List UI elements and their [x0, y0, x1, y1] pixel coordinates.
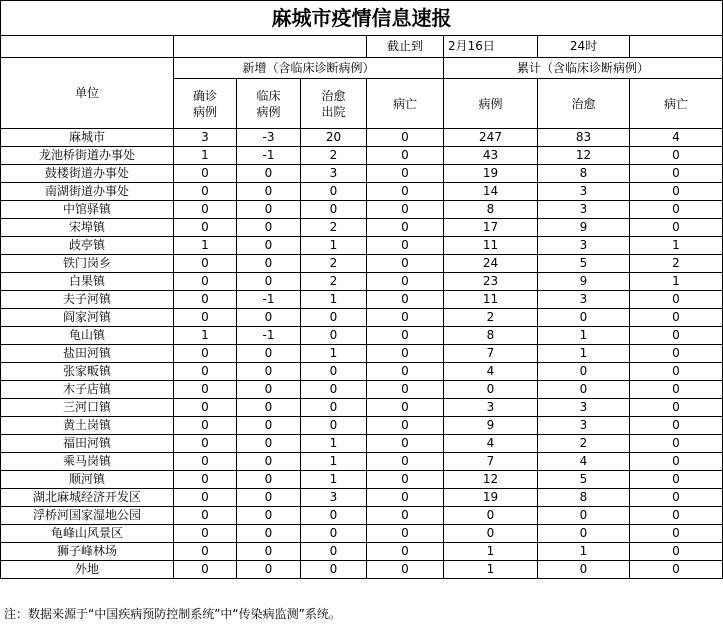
page-title: 麻城市疫情信息速报 [1, 1, 723, 36]
header-new-cured: 治愈 出院 [301, 79, 367, 129]
data-cell: 0 [367, 165, 444, 183]
data-cell: 17 [444, 219, 538, 237]
data-cell: 7 [444, 345, 538, 363]
unit-name: 湖北麻城经济开发区 [1, 489, 174, 507]
data-cell: 0 [174, 399, 237, 417]
data-cell: 0 [174, 453, 237, 471]
unit-name: 阎家河镇 [1, 309, 174, 327]
data-cell: -1 [237, 147, 301, 165]
data-cell: 0 [367, 453, 444, 471]
unit-name: 南湖街道办事处 [1, 183, 174, 201]
unit-name: 龟峰山风景区 [1, 525, 174, 543]
data-cell: -3 [237, 129, 301, 147]
data-cell: 83 [538, 129, 630, 147]
data-cell: 0 [237, 273, 301, 291]
header-cum-group: 累计（含临床诊断病例） [444, 58, 723, 79]
data-cell: 4 [630, 129, 723, 147]
data-cell: 0 [237, 363, 301, 381]
data-cell: 0 [237, 561, 301, 579]
data-cell: 0 [237, 309, 301, 327]
data-cell: 0 [301, 543, 367, 561]
table-row [1, 291, 723, 309]
table-row [1, 435, 723, 453]
data-cell: 1 [301, 435, 367, 453]
data-cell: 0 [174, 471, 237, 489]
data-cell: 0 [367, 561, 444, 579]
data-cell: 0 [630, 435, 723, 453]
unit-name: 龟山镇 [1, 327, 174, 345]
data-cell: 3 [301, 165, 367, 183]
blank-cell [174, 36, 367, 58]
data-cell: 1 [444, 561, 538, 579]
table-row [1, 507, 723, 525]
data-cell: 0 [630, 507, 723, 525]
table-row [1, 309, 723, 327]
table-row [1, 561, 723, 579]
data-cell: 3 [538, 201, 630, 219]
table-row [1, 345, 723, 363]
unit-name: 外地 [1, 561, 174, 579]
data-cell: 0 [367, 363, 444, 381]
data-cell: 0 [630, 165, 723, 183]
data-cell: 9 [538, 273, 630, 291]
data-cell: 0 [538, 309, 630, 327]
data-cell: 1 [174, 147, 237, 165]
header-unit: 单位 [1, 58, 174, 129]
data-cell: 1 [538, 327, 630, 345]
data-cell: 0 [367, 345, 444, 363]
data-cell: 0 [237, 435, 301, 453]
data-cell: 0 [367, 435, 444, 453]
data-cell: 9 [538, 219, 630, 237]
data-cell: 0 [367, 327, 444, 345]
data-cell: 0 [174, 435, 237, 453]
table-row [1, 381, 723, 399]
data-cell: 0 [237, 219, 301, 237]
data-cell: 3 [444, 399, 538, 417]
data-cell: 11 [444, 291, 538, 309]
data-cell: 0 [174, 255, 237, 273]
data-cell: 0 [630, 345, 723, 363]
data-cell: 0 [630, 147, 723, 165]
data-cell: 0 [301, 363, 367, 381]
data-cell: 0 [174, 219, 237, 237]
data-cell: 0 [367, 183, 444, 201]
unit-name: 中馆驿镇 [1, 201, 174, 219]
data-cell: 0 [237, 345, 301, 363]
data-cell: 0 [630, 561, 723, 579]
data-cell: 23 [444, 273, 538, 291]
data-cell: 0 [630, 291, 723, 309]
date-label: 截止到 [367, 36, 444, 58]
data-cell: 4 [538, 453, 630, 471]
unit-name: 龙池桥街道办事处 [1, 147, 174, 165]
unit-name: 浮桥河国家湿地公园 [1, 507, 174, 525]
data-cell: 0 [237, 201, 301, 219]
data-cell: 0 [301, 417, 367, 435]
data-cell: 0 [367, 129, 444, 147]
data-cell: 0 [367, 201, 444, 219]
data-cell: 0 [301, 561, 367, 579]
data-cell: 2 [630, 255, 723, 273]
data-cell: 2 [301, 219, 367, 237]
data-cell: 0 [367, 399, 444, 417]
data-cell: 3 [538, 183, 630, 201]
data-cell: 12 [538, 147, 630, 165]
data-cell: 0 [174, 543, 237, 561]
data-cell: 0 [174, 309, 237, 327]
data-cell: 0 [444, 507, 538, 525]
data-cell: 1 [538, 345, 630, 363]
data-cell: 0 [630, 183, 723, 201]
data-cell: -1 [237, 291, 301, 309]
unit-name: 乘马岗镇 [1, 453, 174, 471]
header-cum-cured: 治愈 [538, 79, 630, 129]
data-cell: 1 [174, 327, 237, 345]
data-cell: 0 [301, 183, 367, 201]
data-cell: 0 [174, 273, 237, 291]
data-cell: 3 [174, 129, 237, 147]
data-cell: 0 [237, 165, 301, 183]
unit-name: 盐田河镇 [1, 345, 174, 363]
data-cell: 0 [237, 399, 301, 417]
data-cell: 0 [174, 183, 237, 201]
data-cell: 0 [630, 201, 723, 219]
table-row [1, 129, 723, 147]
data-cell: 8 [444, 327, 538, 345]
data-cell: 0 [174, 165, 237, 183]
table-row [1, 219, 723, 237]
data-cell: 0 [174, 489, 237, 507]
data-cell: 0 [538, 525, 630, 543]
unit-name: 三河口镇 [1, 399, 174, 417]
data-cell: 0 [174, 363, 237, 381]
data-cell: 0 [174, 507, 237, 525]
data-cell: 0 [630, 453, 723, 471]
data-cell: 14 [444, 183, 538, 201]
data-cell: 3 [538, 399, 630, 417]
data-cell: 2 [444, 309, 538, 327]
data-cell: 0 [538, 381, 630, 399]
data-cell: 0 [367, 291, 444, 309]
data-cell: 8 [538, 489, 630, 507]
data-cell: 2 [538, 435, 630, 453]
data-cell: 0 [237, 525, 301, 543]
table-row [1, 183, 723, 201]
data-cell: 0 [301, 201, 367, 219]
data-cell: 0 [367, 507, 444, 525]
data-cell: 3 [301, 489, 367, 507]
table-row [1, 453, 723, 471]
header-new-deaths: 病亡 [367, 79, 444, 129]
data-cell: 0 [367, 543, 444, 561]
blank-cell [630, 36, 723, 58]
data-cell: 3 [538, 417, 630, 435]
data-cell: 1 [538, 543, 630, 561]
data-cell: 5 [538, 255, 630, 273]
table-row [1, 399, 723, 417]
data-cell: 0 [174, 381, 237, 399]
data-cell: 0 [367, 381, 444, 399]
unit-name: 夫子河镇 [1, 291, 174, 309]
data-cell: 0 [237, 237, 301, 255]
data-cell: 0 [237, 417, 301, 435]
data-cell: 0 [444, 381, 538, 399]
unit-name: 木子店镇 [1, 381, 174, 399]
header-cum-cases: 病例 [444, 79, 538, 129]
data-cell: 5 [538, 471, 630, 489]
data-cell: 3 [538, 291, 630, 309]
header-new-confirmed: 确诊 病例 [174, 79, 237, 129]
table-row [1, 525, 723, 543]
data-cell: 0 [367, 237, 444, 255]
data-cell: 0 [301, 399, 367, 417]
data-cell: 0 [367, 309, 444, 327]
data-cell: 0 [301, 507, 367, 525]
data-cell: 0 [237, 381, 301, 399]
data-cell: 0 [367, 417, 444, 435]
data-cell: 0 [367, 219, 444, 237]
data-cell: 1 [630, 273, 723, 291]
data-cell: 4 [444, 363, 538, 381]
data-cell: 8 [444, 201, 538, 219]
unit-name: 张家畈镇 [1, 363, 174, 381]
data-cell: 0 [237, 255, 301, 273]
table-row [1, 147, 723, 165]
data-cell: 1 [301, 291, 367, 309]
table-row [1, 201, 723, 219]
data-cell: 0 [174, 417, 237, 435]
data-cell: 0 [630, 525, 723, 543]
data-cell: 0 [630, 471, 723, 489]
data-cell: 0 [367, 525, 444, 543]
data-cell: 0 [630, 309, 723, 327]
data-cell: 12 [444, 471, 538, 489]
unit-name: 福田河镇 [1, 435, 174, 453]
footnote: 注：数据来源于“中国疾病预防控制系统”中“传染病监测”系统。 [4, 607, 341, 621]
data-cell: 43 [444, 147, 538, 165]
data-cell: 0 [237, 183, 301, 201]
data-cell: 0 [630, 219, 723, 237]
data-cell: 0 [367, 147, 444, 165]
data-cell: 0 [237, 543, 301, 561]
table-row [1, 489, 723, 507]
data-cell: 1 [301, 453, 367, 471]
data-cell: 0 [367, 471, 444, 489]
data-cell: 19 [444, 489, 538, 507]
unit-name: 歧亭镇 [1, 237, 174, 255]
data-cell: 1 [301, 345, 367, 363]
data-cell: 0 [237, 453, 301, 471]
data-cell: 2 [301, 273, 367, 291]
data-cell: 0 [630, 543, 723, 561]
data-cell: 0 [301, 309, 367, 327]
data-cell: 0 [538, 561, 630, 579]
data-cell: 2 [301, 147, 367, 165]
table-row [1, 237, 723, 255]
header-new-clinical: 临床 病例 [237, 79, 301, 129]
data-cell: 247 [444, 129, 538, 147]
data-cell: 0 [630, 363, 723, 381]
data-cell: 7 [444, 453, 538, 471]
table-row [1, 471, 723, 489]
data-cell: 1 [301, 471, 367, 489]
data-cell: 0 [630, 399, 723, 417]
unit-name: 麻城市 [1, 129, 174, 147]
unit-name: 黄土岗镇 [1, 417, 174, 435]
unit-name: 铁门岗乡 [1, 255, 174, 273]
data-cell: 0 [174, 561, 237, 579]
data-cell: 0 [174, 291, 237, 309]
data-cell: 8 [538, 165, 630, 183]
data-cell: 1 [630, 237, 723, 255]
data-cell: 0 [630, 417, 723, 435]
unit-name: 白果镇 [1, 273, 174, 291]
unit-name: 鼓楼街道办事处 [1, 165, 174, 183]
data-cell: 1 [301, 237, 367, 255]
data-cell: 0 [301, 381, 367, 399]
data-cell: 0 [538, 507, 630, 525]
data-cell: 0 [301, 525, 367, 543]
data-cell: 4 [444, 435, 538, 453]
data-cell: 1 [444, 543, 538, 561]
data-cell: 0 [237, 489, 301, 507]
blank-cell [1, 36, 174, 58]
header-cum-deaths: 病亡 [630, 79, 723, 129]
unit-name: 顺河镇 [1, 471, 174, 489]
table-row [1, 417, 723, 435]
time-value: 24时 [538, 36, 630, 58]
unit-name: 狮子峰林场 [1, 543, 174, 561]
data-cell: 0 [367, 273, 444, 291]
table-row [1, 273, 723, 291]
data-cell: 0 [630, 381, 723, 399]
data-cell: 0 [237, 507, 301, 525]
data-cell: -1 [237, 327, 301, 345]
table-row [1, 363, 723, 381]
data-cell: 0 [174, 525, 237, 543]
data-cell: 0 [301, 327, 367, 345]
data-cell: 0 [367, 489, 444, 507]
date-value: 2月16日 [444, 36, 538, 58]
data-cell: 9 [444, 417, 538, 435]
data-cell: 0 [630, 327, 723, 345]
data-cell: 0 [538, 363, 630, 381]
table-row [1, 543, 723, 561]
data-cell: 0 [630, 489, 723, 507]
data-cell: 11 [444, 237, 538, 255]
data-cell: 0 [444, 525, 538, 543]
data-cell: 0 [367, 255, 444, 273]
data-cell: 2 [301, 255, 367, 273]
data-cell: 20 [301, 129, 367, 147]
data-cell: 19 [444, 165, 538, 183]
data-cell: 3 [538, 237, 630, 255]
header-new-group: 新增（含临床诊断病例） [174, 58, 444, 79]
table-row [1, 165, 723, 183]
unit-name: 宋埠镇 [1, 219, 174, 237]
data-cell: 0 [174, 201, 237, 219]
data-cell: 1 [174, 237, 237, 255]
data-cell: 0 [174, 345, 237, 363]
data-cell: 24 [444, 255, 538, 273]
data-cell: 0 [237, 471, 301, 489]
table-row [1, 255, 723, 273]
table-row [1, 327, 723, 345]
